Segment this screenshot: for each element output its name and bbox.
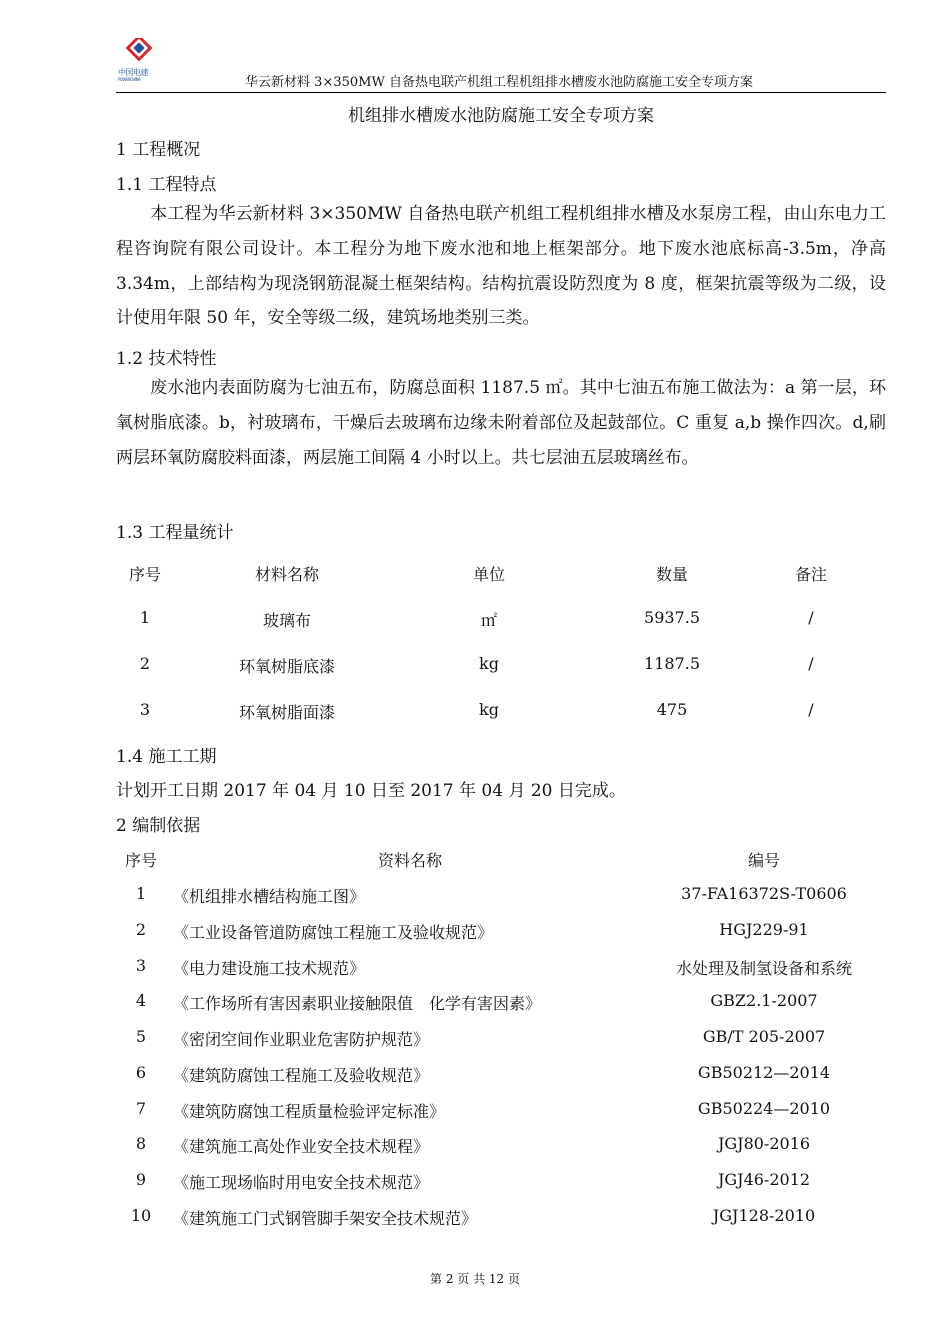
- rt-cell-name: 《密闭空间作业职业危害防护规范》: [173, 1030, 430, 1049]
- section-2-heading: 2 编制依据: [116, 816, 201, 836]
- rt-cell-name: 《建筑施工高处作业安全技术规程》: [173, 1137, 430, 1156]
- rt-cell-index: 7: [135, 1099, 147, 1118]
- rt-cell-index: 10: [130, 1206, 152, 1225]
- rt-cell-index: 6: [135, 1063, 147, 1082]
- rt-cell-name: 《工作场所有害因素职业接触限值 化学有害因素》: [173, 994, 542, 1013]
- rt-cell-code: 水处理及制氢设备和系统: [675, 959, 853, 978]
- qt-cell-material: 玻璃布: [262, 611, 312, 630]
- rt-cell-code: GBZ2.1-2007: [710, 991, 818, 1010]
- section-1-4-heading: 1.4 施工工期: [116, 747, 217, 767]
- section-1-1-text: 本工程为华云新材料 3×350MW 自备热电联产机组工程机组排水槽及水泵房工程，由山东电力工程咨询院有限公司设计。本工程分为地下废水池和地上框架部分。地下废水池底标高-3.5m，净高 3.34m，上部结构为现浇钢筋混凝土框架结构。结构抗震设防烈度为 8 度，框架抗震等级为二级，设计使用年限 50 年，安全等级二级，建筑场地类别三类。: [116, 204, 886, 329]
- qt-cell-unit: ㎡: [480, 611, 498, 630]
- rt-cell-name: 《机组排水槽结构施工图》: [173, 887, 366, 906]
- qt-cell-index: 3: [139, 700, 151, 719]
- rt-cell-name: 《工业设备管道防腐蚀工程施工及验收规范》: [173, 923, 494, 942]
- rt-cell-index: 5: [135, 1027, 147, 1046]
- rt-cell-index: 8: [135, 1134, 147, 1153]
- rt-cell-index: 4: [135, 991, 147, 1010]
- qt-cell-index: 2: [139, 654, 151, 673]
- qt-header-index: 序号: [128, 565, 162, 584]
- qt-header-remark: 备注: [794, 565, 828, 584]
- qt-cell-quantity: 1187.5: [644, 654, 700, 673]
- rt-cell-index: 9: [135, 1170, 147, 1189]
- qt-cell-index: 1: [139, 608, 151, 627]
- rt-cell-code: JGJ46-2012: [717, 1170, 811, 1189]
- logo-cn: 中国电建: [118, 68, 148, 77]
- section-1-2-body: [116, 371, 886, 475]
- section-1-4-body: 计划开工日期 2017 年 04 月 10 日至 2017 年 04 月 20 日完成。: [116, 781, 626, 801]
- running-header: 华云新材料 3×350MW 自备热电联产机组工程机组排水槽废水池防腐施工安全专项方案: [245, 75, 753, 90]
- qt-cell-remark: /: [808, 700, 814, 719]
- qt-cell-unit: kg: [479, 654, 499, 673]
- rt-header-index: 序号: [124, 851, 158, 870]
- rt-cell-index: 2: [135, 920, 147, 939]
- qt-cell-remark: /: [808, 654, 814, 673]
- rt-cell-name: 《电力建设施工技术规范》: [173, 959, 366, 978]
- rt-header-code: 编号: [747, 851, 781, 870]
- qt-header-unit: 单位: [472, 565, 506, 584]
- qt-cell-remark: /: [808, 608, 814, 627]
- rt-cell-code: JGJ128-2010: [712, 1206, 816, 1225]
- document-title: 机组排水槽废水池防腐施工安全专项方案: [348, 106, 654, 126]
- qt-cell-material: 环氧树脂底漆: [238, 657, 336, 676]
- rt-cell-name: 《建筑防腐蚀工程施工及验收规范》: [173, 1066, 430, 1085]
- qt-header-material: 材料名称: [254, 565, 320, 584]
- qt-cell-material: 环氧树脂面漆: [238, 703, 336, 722]
- logo-en: POWERCHINA: [118, 77, 141, 82]
- section-1-heading: 1 工程概况: [116, 140, 201, 160]
- rt-cell-name: 《建筑防腐蚀工程质量检验评定标准》: [173, 1102, 446, 1121]
- rt-cell-code: JGJ80-2016: [717, 1134, 811, 1153]
- qt-header-quantity: 数量: [655, 565, 689, 584]
- page-number-footer: 第 2 页 共 12 页: [430, 1272, 520, 1286]
- section-1-2-text: 废水池内表面防腐为七油五布，防腐总面积 1187.5 ㎡。其中七油五布施工做法为：a 第一层，环氧树脂底漆。b，衬玻璃布，干燥后去玻璃布边缘未附着部位及起鼓部位。C 重复 a,b 操作四次。d,刷两层环氧防腐胶料面漆，两层施工间隔 4 小时以上。共七层油五层玻璃丝布。: [116, 378, 886, 468]
- qt-cell-quantity: 475: [656, 700, 688, 719]
- rt-cell-index: 1: [135, 884, 147, 903]
- logo-text: [118, 68, 166, 82]
- rt-cell-name: 《施工现场临时用电安全技术规范》: [173, 1173, 430, 1192]
- section-1-1-body: [116, 197, 886, 336]
- qt-cell-unit: kg: [479, 700, 499, 719]
- section-1-2-heading: 1.2 技术特性: [116, 349, 217, 369]
- section-1-1-heading: 1.1 工程特点: [116, 175, 217, 195]
- section-1-3-heading: 1.3 工程量统计: [116, 523, 234, 543]
- rt-cell-code: GB50212—2014: [697, 1063, 831, 1082]
- rt-cell-code: 37-FA16372S-T0606: [681, 884, 847, 903]
- rt-cell-name: 《建筑施工门式钢管脚手架安全技术规范》: [173, 1209, 478, 1228]
- rt-cell-code: GB50224—2010: [697, 1099, 831, 1118]
- header-divider: [116, 92, 886, 93]
- rt-header-name: 资料名称: [377, 851, 443, 870]
- qt-cell-quantity: 5937.5: [644, 608, 700, 627]
- rt-cell-code: HGJ229-91: [719, 920, 809, 939]
- rt-cell-code: GB/T 205-2007: [702, 1027, 826, 1046]
- rt-cell-index: 3: [135, 956, 147, 975]
